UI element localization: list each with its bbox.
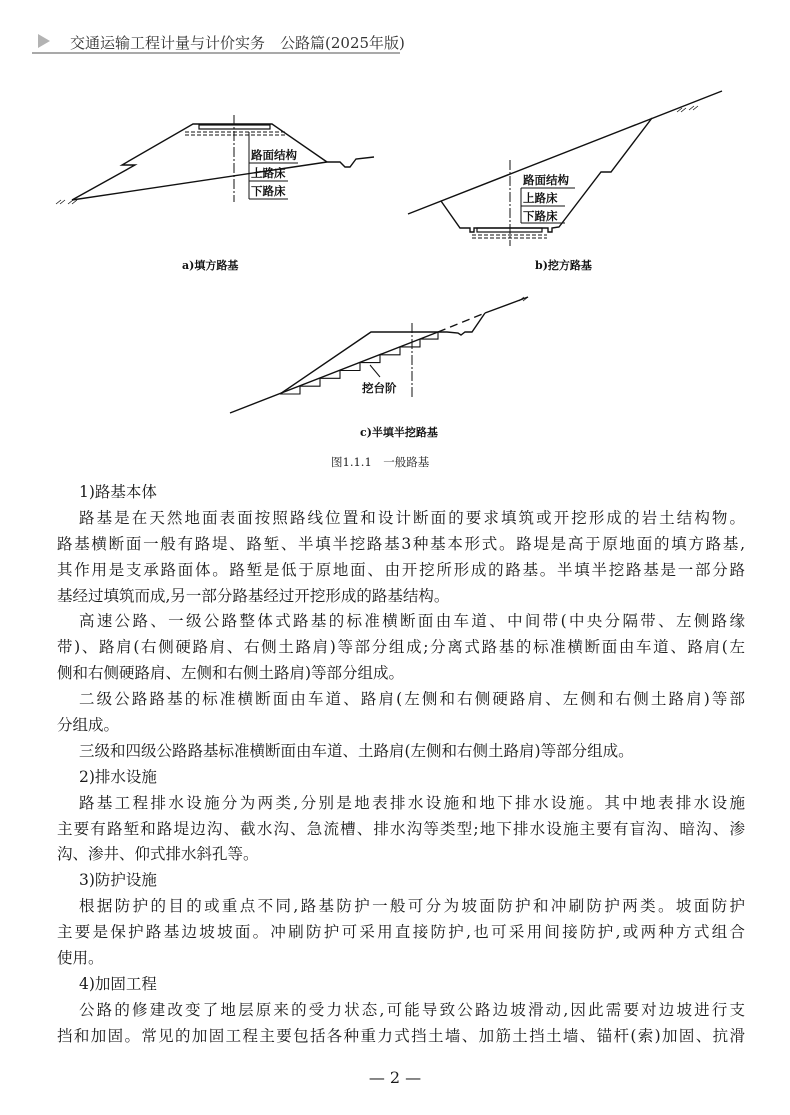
body-text xyxy=(57,480,745,1050)
text-line: 4)加固工程 xyxy=(79,974,157,993)
text-line: 路基横断面一般有路堤、路堑、半填半挖路基3种基本形式。路堤是高于原地面的填方路基, xyxy=(57,534,745,553)
text-line: 其作用是支承路面体。路堑是低于原地面、由开挖所形成的路基。半填半挖路基是一部分路 xyxy=(57,560,745,579)
diagram-fill-roadbed xyxy=(56,115,374,272)
label-pavement: 路面结构 xyxy=(523,173,569,187)
caption-b: b)挖方路基 xyxy=(535,259,592,272)
text-line: 2)排水设施 xyxy=(79,767,157,786)
text-line: 使用。 xyxy=(57,949,104,968)
text-line: 主要是保护路基边坡坡面。冲刷防护可采用直接防护,也可采用间接防护,或两种方式组合 xyxy=(57,923,745,942)
label-lower-subgrade: 下路床 xyxy=(251,184,286,198)
diagram-cut-roadbed xyxy=(408,91,722,272)
text-line: 路基是在天然地面表面按照路线位置和设计断面的要求填筑或开挖形成的岩土结构物。 xyxy=(79,508,745,527)
text-line: 挡和加固。常见的加固工程主要包括各种重力式挡土墙、加筋土挡土墙、锚杆(索)加固、抗滑 xyxy=(57,1026,745,1045)
text-line: 二级公路路基的标准横断面由车道、路肩(左侧和右侧硬路肩、左侧和右侧土路肩)等部 xyxy=(79,690,745,709)
text-line: 公路的修建改变了地层原来的受力状态,可能导致公路边坡滑动,因此需要对边坡进行支 xyxy=(79,1000,745,1019)
text-line: 根据防护的目的或重点不同,路基防护一般可分为坡面防护和冲刷防护两类。坡面防护 xyxy=(79,897,745,916)
header-title: 交通运输工程计量与计价实务 公路篇(2025年版) xyxy=(70,34,405,52)
text-line: 三级和四级公路路基标准横断面由车道、土路肩(左侧和右侧土路肩)等部分组成。 xyxy=(79,741,634,760)
text-line: 1)路基本体 xyxy=(79,483,157,501)
text-line: 主要有路堑和路堤边沟、截水沟、急流槽、排水沟等类型;地下排水设施主要有盲沟、暗沟、渗 xyxy=(57,819,745,838)
text-line: 带)、路肩(右侧硬路肩、右侧土路肩)等部分组成;分离式路基的标准横断面由车道、路肩(左 xyxy=(57,638,745,657)
page-number: — 2 — xyxy=(368,1068,422,1087)
figure-title: 图1.1.1 一般路基 xyxy=(331,455,430,469)
text-line: 侧和右侧硬路肩、左侧和右侧土路肩)等部分组成。 xyxy=(57,664,405,683)
label-pavement: 路面结构 xyxy=(251,148,297,162)
label-benching: 挖台阶 xyxy=(362,381,397,395)
diagram-half-fill-half-cut xyxy=(230,297,528,439)
caption-a: a)填方路基 xyxy=(182,259,239,272)
text-line: 分组成。 xyxy=(57,716,120,735)
text-line: 路基工程排水设施分为两类,分别是地表排水设施和地下排水设施。其中地表排水设施 xyxy=(79,793,745,812)
label-upper-subgrade: 上路床 xyxy=(523,191,558,205)
text-line: 3)防护设施 xyxy=(79,871,157,890)
figure-roadbed-sections xyxy=(0,0,790,480)
label-lower-subgrade: 下路床 xyxy=(523,209,558,223)
label-upper-subgrade: 上路床 xyxy=(251,166,286,180)
text-line: 高速公路、一级公路整体式路基的标准横断面由车道、中间带(中央分隔带、左侧路缘 xyxy=(79,612,745,631)
text-line: 基经过填筑而成,另一部分路基经过开挖形成的路基结构。 xyxy=(57,586,450,605)
caption-c: c)半填半挖路基 xyxy=(360,426,438,439)
text-line: 沟、渗井、仰式排水斜孔等。 xyxy=(57,845,259,864)
